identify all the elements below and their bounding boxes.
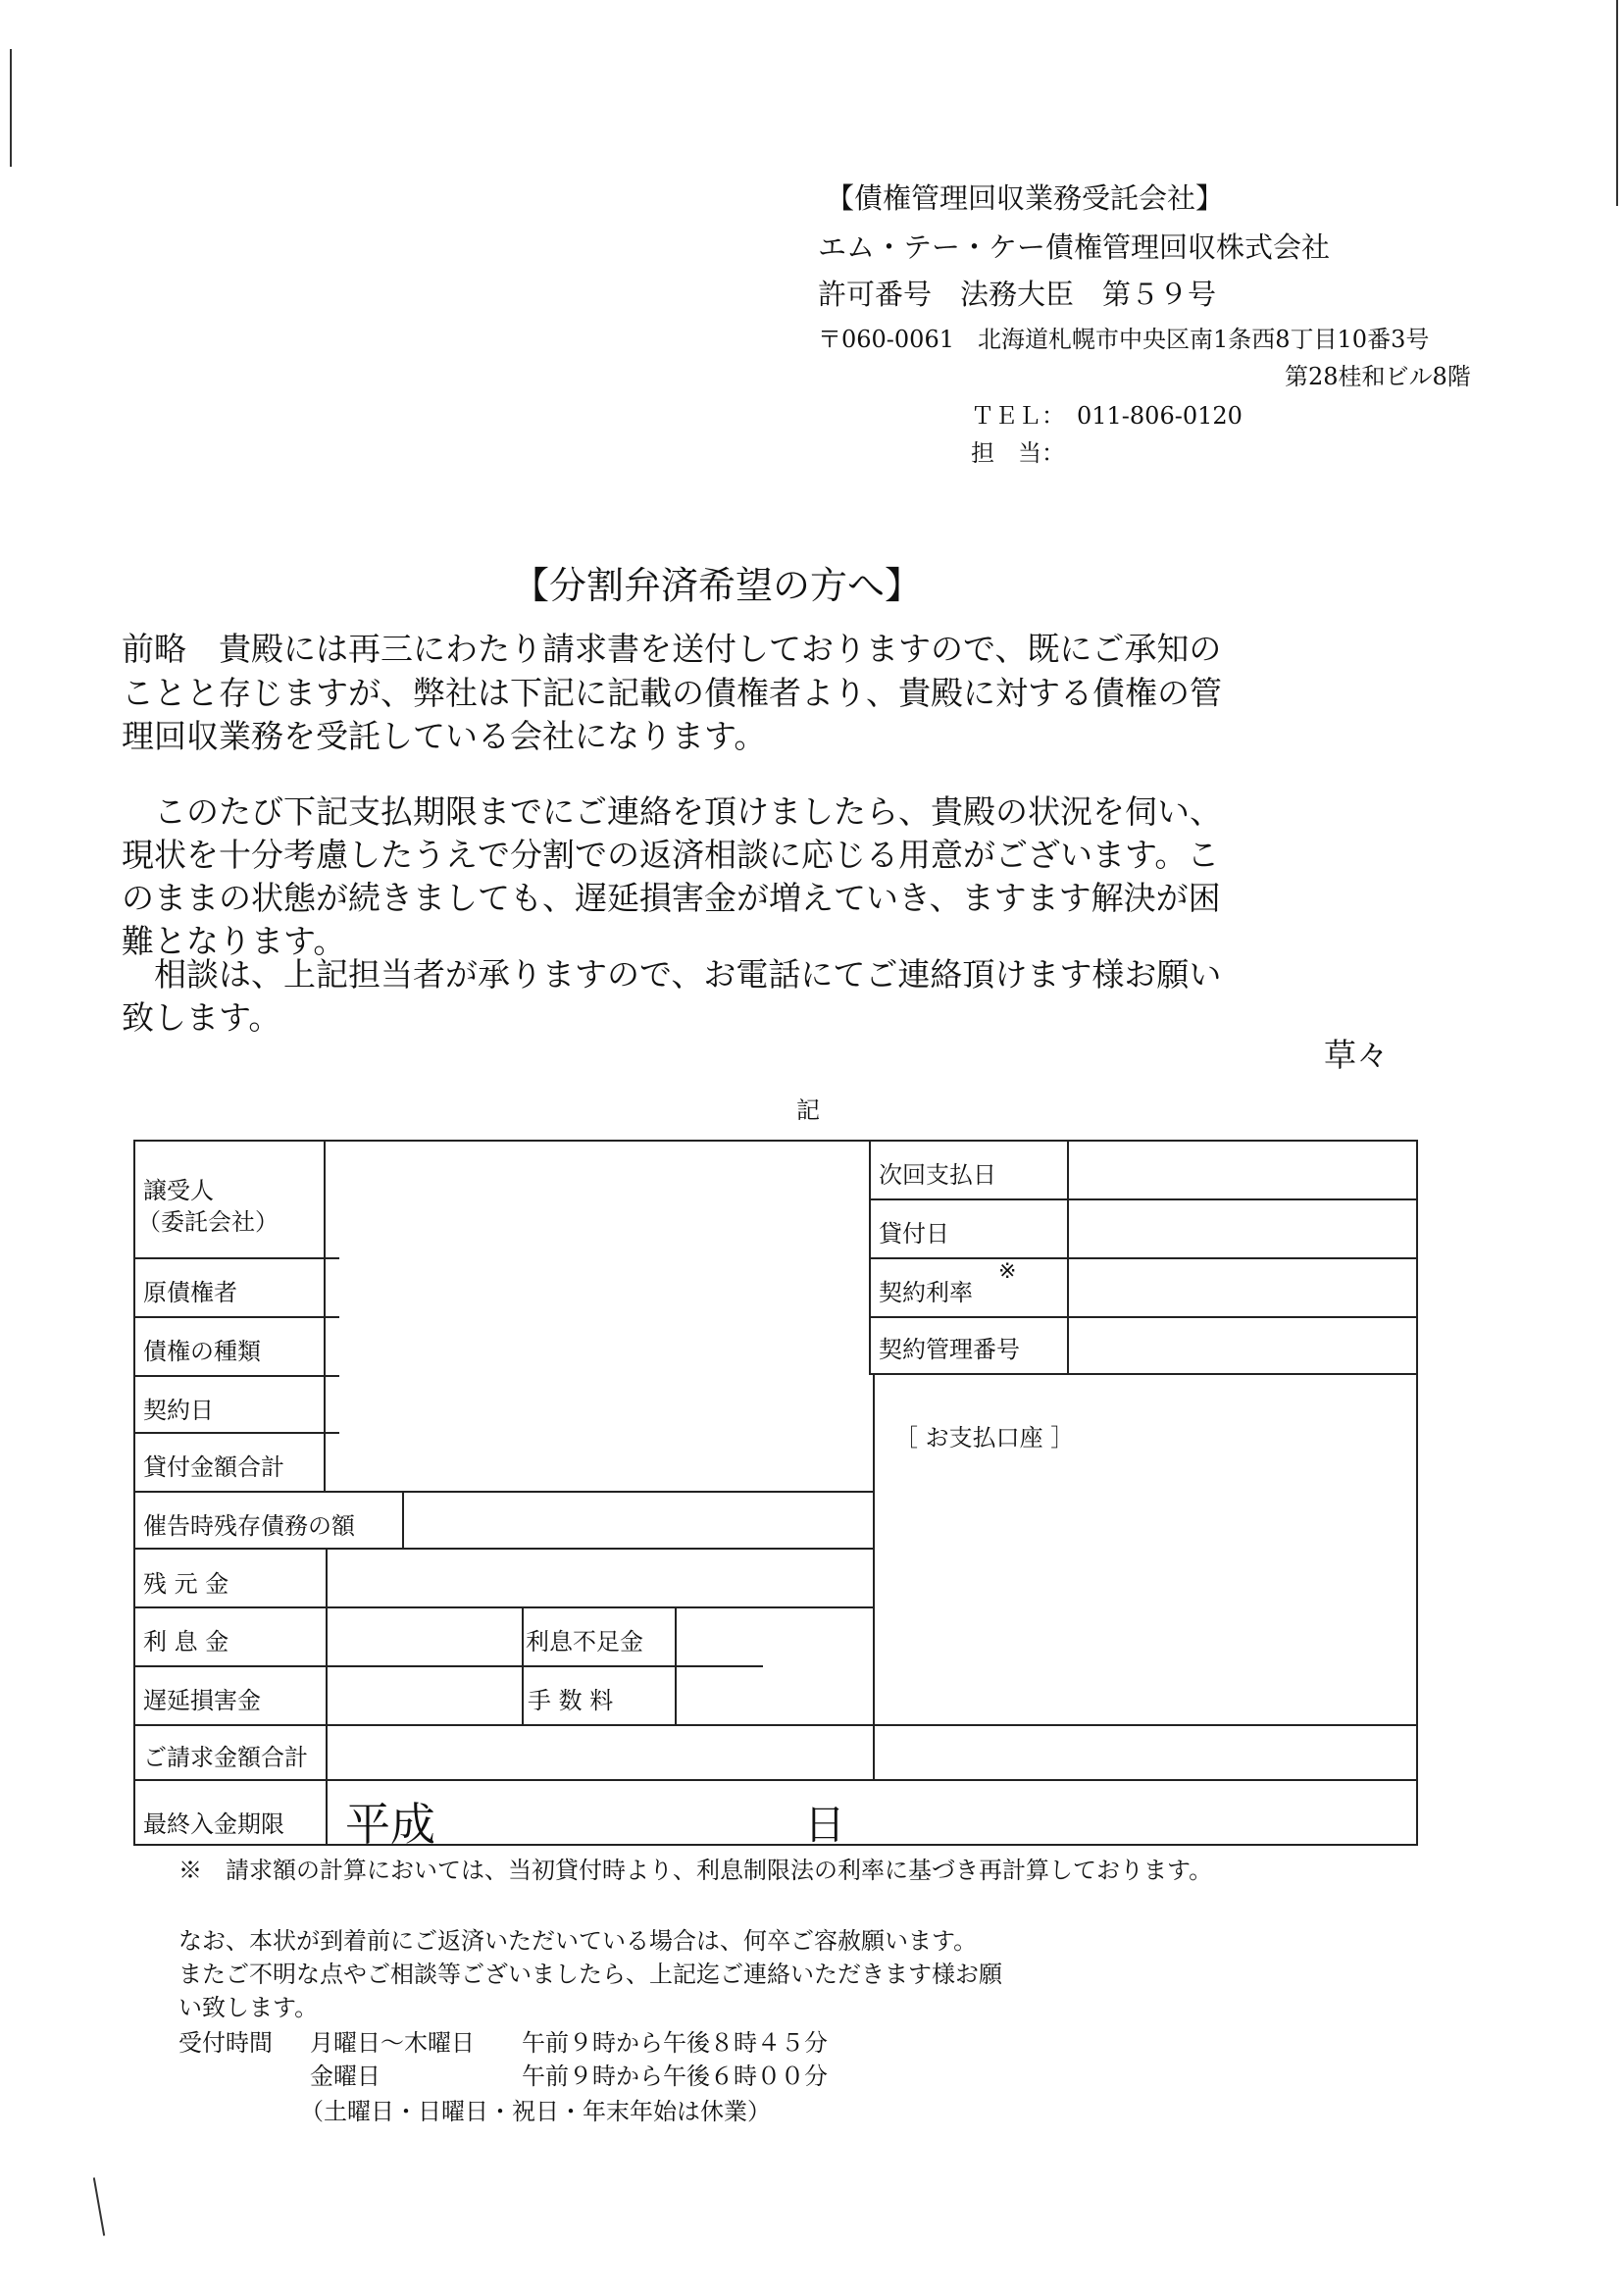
text-line: 相談は、上記担当者が承りますので、お電話にてご連絡頂けます様お願い: [122, 955, 1222, 994]
label-original-creditor: 原債権者: [143, 1279, 237, 1306]
hours-holidays: （土曜日・日曜日・祝日・年末年始は休業）: [300, 2098, 771, 2125]
note-line: またご不明な点やご相談等ございましたら、上記迄ご連絡いただきます様お願: [178, 1961, 1002, 1988]
ki-heading: 記: [796, 1096, 820, 1124]
footnote: ※ 請求額の計算においては、当初貸付時より、利息制限法の利率に基づき再計算しております。: [178, 1857, 1213, 1884]
deadline-day: 日: [804, 1801, 846, 1849]
table-line: [869, 1316, 1416, 1318]
text-line: 現状を十分考慮したうえで分割での返済相談に応じる用意がございます。こ: [122, 836, 1220, 874]
label-contract-rate: 契約利率: [879, 1279, 973, 1306]
table-line: [133, 1375, 339, 1377]
label-loan-date: 貸付日: [879, 1220, 949, 1248]
label-contract-number: 契約管理番号: [879, 1336, 1020, 1363]
label-payment-account: ［ お支払口座 ］: [894, 1424, 1075, 1452]
table-line: [133, 1844, 1418, 1846]
table-line: [133, 1606, 875, 1608]
table-line: [326, 1548, 328, 1726]
table-line: [326, 1724, 328, 1844]
text-line: 理回収業務を受託している会社になります。: [122, 717, 767, 755]
sender-company: エム・テー・ケー債権管理回収株式会社: [818, 230, 1331, 264]
label-billing-total: ご請求金額合計: [143, 1744, 308, 1771]
label-principal: 残 元 金: [143, 1570, 229, 1598]
sender-license: 許可番号 法務大臣 第５９号: [818, 278, 1217, 311]
sender-tel: ＴＥＬ： 011-806-0120: [971, 402, 1243, 430]
table-line: [1416, 1140, 1418, 1846]
text-line: ことと存じますが、弊社は下記に記載の債権者より、貴殿に対する債権の管: [122, 674, 1222, 712]
table-line: [133, 1491, 875, 1493]
hours-row2-time: 午前９時から午後６時００分: [522, 2063, 828, 2090]
label-interest-shortfall: 利息不足金: [526, 1628, 643, 1656]
hours-row1-time: 午前９時から午後８時４５分: [522, 2029, 828, 2057]
table-line: [133, 1140, 1416, 1142]
table-line: [133, 1316, 339, 1318]
text-line: 致します。: [122, 998, 281, 1037]
table-line: [402, 1491, 404, 1548]
hours-label: 受付時間: [178, 2029, 273, 2057]
table-line: [873, 1375, 875, 1724]
hours-row1-day: 月曜日～木曜日: [310, 2029, 475, 2057]
label-fee: 手 数 料: [528, 1687, 614, 1714]
scan-artifact: [93, 2177, 105, 2235]
text-line: このたび下記支払期限までにご連絡を頂けましたら、貴殿の状況を伺い、: [122, 792, 1222, 831]
sender-address-1: 〒060-0061 北海道札幌市中央区南1条西8丁目10番3号: [818, 326, 1430, 353]
table-line: [869, 1257, 1416, 1259]
label-claim-type: 債権の種類: [143, 1338, 261, 1365]
text-line: のままの状態が続きましても、遅延損害金が増えていき、ますます解決が困: [122, 879, 1221, 917]
page-title: 【分割弁済希望の方へ】: [512, 564, 923, 607]
table-line: [133, 1665, 763, 1667]
deadline-era: 平成: [345, 1798, 435, 1851]
label-remaining-at-notice: 催告時残存債務の額: [143, 1512, 355, 1540]
table-line: [133, 1140, 135, 1846]
note-line: い致します。: [178, 1994, 319, 2021]
sender-heading: 【債権管理回収業務受託会社】: [826, 181, 1225, 215]
table-line: [675, 1606, 677, 1724]
text-line: 難となります。: [122, 922, 346, 960]
scan-artifact: [1616, 0, 1618, 206]
scan-artifact: [10, 49, 12, 167]
label-assignee: 譲受人: [143, 1177, 214, 1204]
label-interest: 利 息 金: [143, 1628, 229, 1656]
label-loan-total: 貸付金額合計: [143, 1453, 284, 1481]
label-late-damages: 遅延損害金: [143, 1687, 261, 1714]
table-line: [133, 1548, 875, 1550]
table-line: [133, 1257, 339, 1259]
table-line: [1067, 1140, 1069, 1373]
contract-rate-mark: ※: [998, 1259, 1017, 1284]
label-next-payment: 次回支払日: [879, 1161, 996, 1189]
table-line: [133, 1432, 339, 1434]
note-line: なお、本状が到着前にご返済いただいている場合は、何卒ご容赦願います。: [178, 1927, 978, 1955]
sender-address-2: 第28桂和ビル8階: [1285, 363, 1471, 390]
text-line: 前略 貴殿には再三にわたり請求書を送付しておりますので、既にご承知の: [122, 630, 1222, 668]
hours-row2-day: 金曜日: [310, 2063, 381, 2090]
closing-text: 草々: [1324, 1036, 1389, 1074]
table-line: [522, 1606, 524, 1724]
label-contract-date: 契約日: [143, 1397, 214, 1424]
label-assignee-sub: （委託会社）: [137, 1208, 279, 1236]
table-line: [869, 1198, 1416, 1200]
table-line: [869, 1373, 1416, 1375]
label-final-deadline: 最終入金期限: [143, 1810, 284, 1838]
table-line: [873, 1724, 875, 1779]
sender-staff: 担 当：: [971, 439, 1065, 467]
